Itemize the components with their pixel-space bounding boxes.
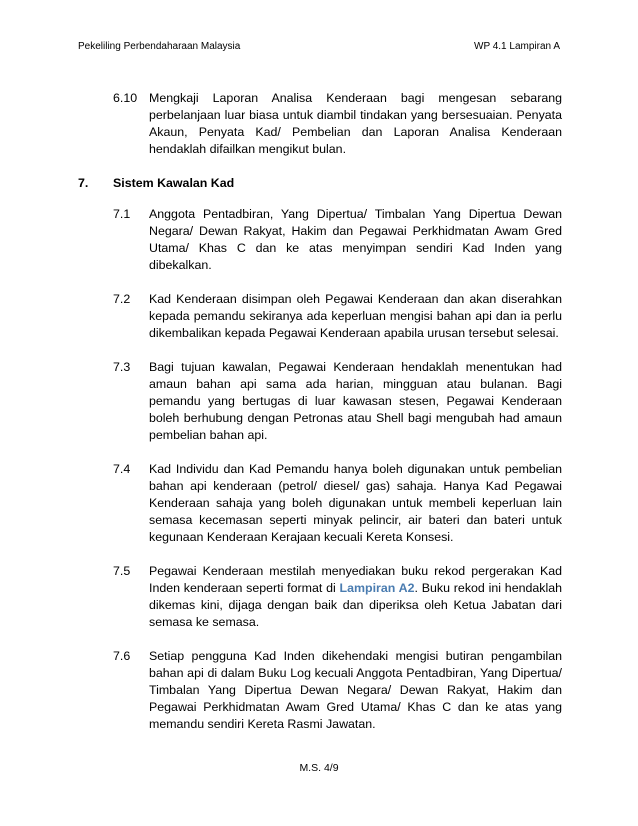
- paragraph-number: 7.6: [113, 649, 131, 663]
- section-number: 7.: [78, 176, 89, 190]
- paragraph-text: Kad Individu dan Kad Pemandu hanya boleh digunakan untuk pembelian bahan api kenderaan (petrol/ diesel/ gas) sahaja. Hanya Kad Pegawai Kenderaan sahaja yang boleh digunakan untuk membeli keperluan lain semasa kecemasan seperti minyak pelincir, air bateri dan bateri untuk kegunaan Kenderaan Kerajaan kecuali Kereta Konsesi.: [149, 462, 562, 544]
- paragraph-number: 7.3: [113, 360, 131, 374]
- page-header: [78, 41, 560, 55]
- paragraph-text: Anggota Pentadbiran, Yang Dipertua/ Timbalan Yang Dipertua Dewan Negara/ Dewan Rakyat, Hakim dan Pegawai Perkhidmatan Awam Gred Utama/ Khas C dan ke atas menyimpan sendiri Kad Inden yang dibekalkan.: [149, 207, 562, 272]
- paragraph-7-4: [78, 461, 562, 546]
- paragraph-number: 7.1: [113, 207, 131, 221]
- paragraph-text-after-link: . Buku rekod ini hendaklah dikemas kini, dijaga dengan baik dan diperiksa oleh Ketua Jabatan dari semasa ke semasa.: [149, 581, 562, 629]
- paragraph-number: 7.5: [113, 564, 131, 578]
- section-title: Sistem Kawalan Kad: [113, 176, 235, 190]
- header-reference: WP 4.1 Lampiran A: [474, 41, 560, 52]
- paragraph-text: Kad Kenderaan disimpan oleh Pegawai Kenderaan dan akan diserahkan kepada pemandu sekiranya ada keperluan mengisi bahan api dan ia perlu dikembalikan kepada Pegawai Kenderaan apabila urusan tersebut selesai.: [149, 292, 562, 340]
- paragraph-text: [149, 563, 562, 631]
- paragraph-7-5: [78, 563, 562, 631]
- paragraph-text-before-link: Pegawai Kenderaan mestilah menyediakan buku rekod pergerakan Kad Inden kenderaan seperti format di: [149, 564, 562, 595]
- header-title: Pekeliling Perbendaharaan Malaysia: [78, 41, 241, 52]
- paragraph-7-1: [78, 206, 562, 274]
- paragraph-text: Bagi tujuan kawalan, Pegawai Kenderaan hendaklah menentukan had amaun bahan api sama ada harian, mingguan atau bulanan. Bagi pemandu yang bertugas di luar kawasan stesen, Pegawai Kenderaan boleh berhubung dengan Petronas atau Shell bagi mengubah had amaun pembelian bahan api.: [149, 360, 562, 442]
- lampiran-a2-link[interactable]: Lampiran A2: [339, 581, 415, 595]
- paragraph-6-10: [78, 90, 562, 158]
- paragraph-number: 7.2: [113, 292, 131, 306]
- paragraph-text: Mengkaji Laporan Analisa Kenderaan bagi mengesan sebarang perbelanjaan luar biasa untuk diambil tindakan yang bersesuaian. Penyata Akaun, Penyata Kad/ Pembelian dan Laporan Analisa Kenderaan hendaklah difailkan mengikut bulan.: [149, 91, 562, 156]
- document-body: [78, 90, 562, 733]
- paragraph-7-3: [78, 359, 562, 444]
- paragraph-text: Setiap pengguna Kad Inden dikehendaki mengisi butiran pengambilan bahan api di dalam Buku Log kecuali Anggota Pentadbiran, Yang Dipertua/ Timbalan Yang Dipertua Dewan Negara/ Dewan Rakyat, Hakim dan Pegawai Perkhidmatan Awam Gred Utama/ Khas C dan ke atas yang memandu sendiri Kereta Rasmi Jawatan.: [149, 649, 562, 731]
- paragraph-7-6: [78, 648, 562, 733]
- section-7-heading: [78, 175, 562, 192]
- paragraph-7-2: [78, 291, 562, 342]
- page-number: M.S. 4/9: [299, 762, 339, 774]
- paragraph-number: 7.4: [113, 462, 131, 476]
- paragraph-number: 6.10: [113, 91, 138, 105]
